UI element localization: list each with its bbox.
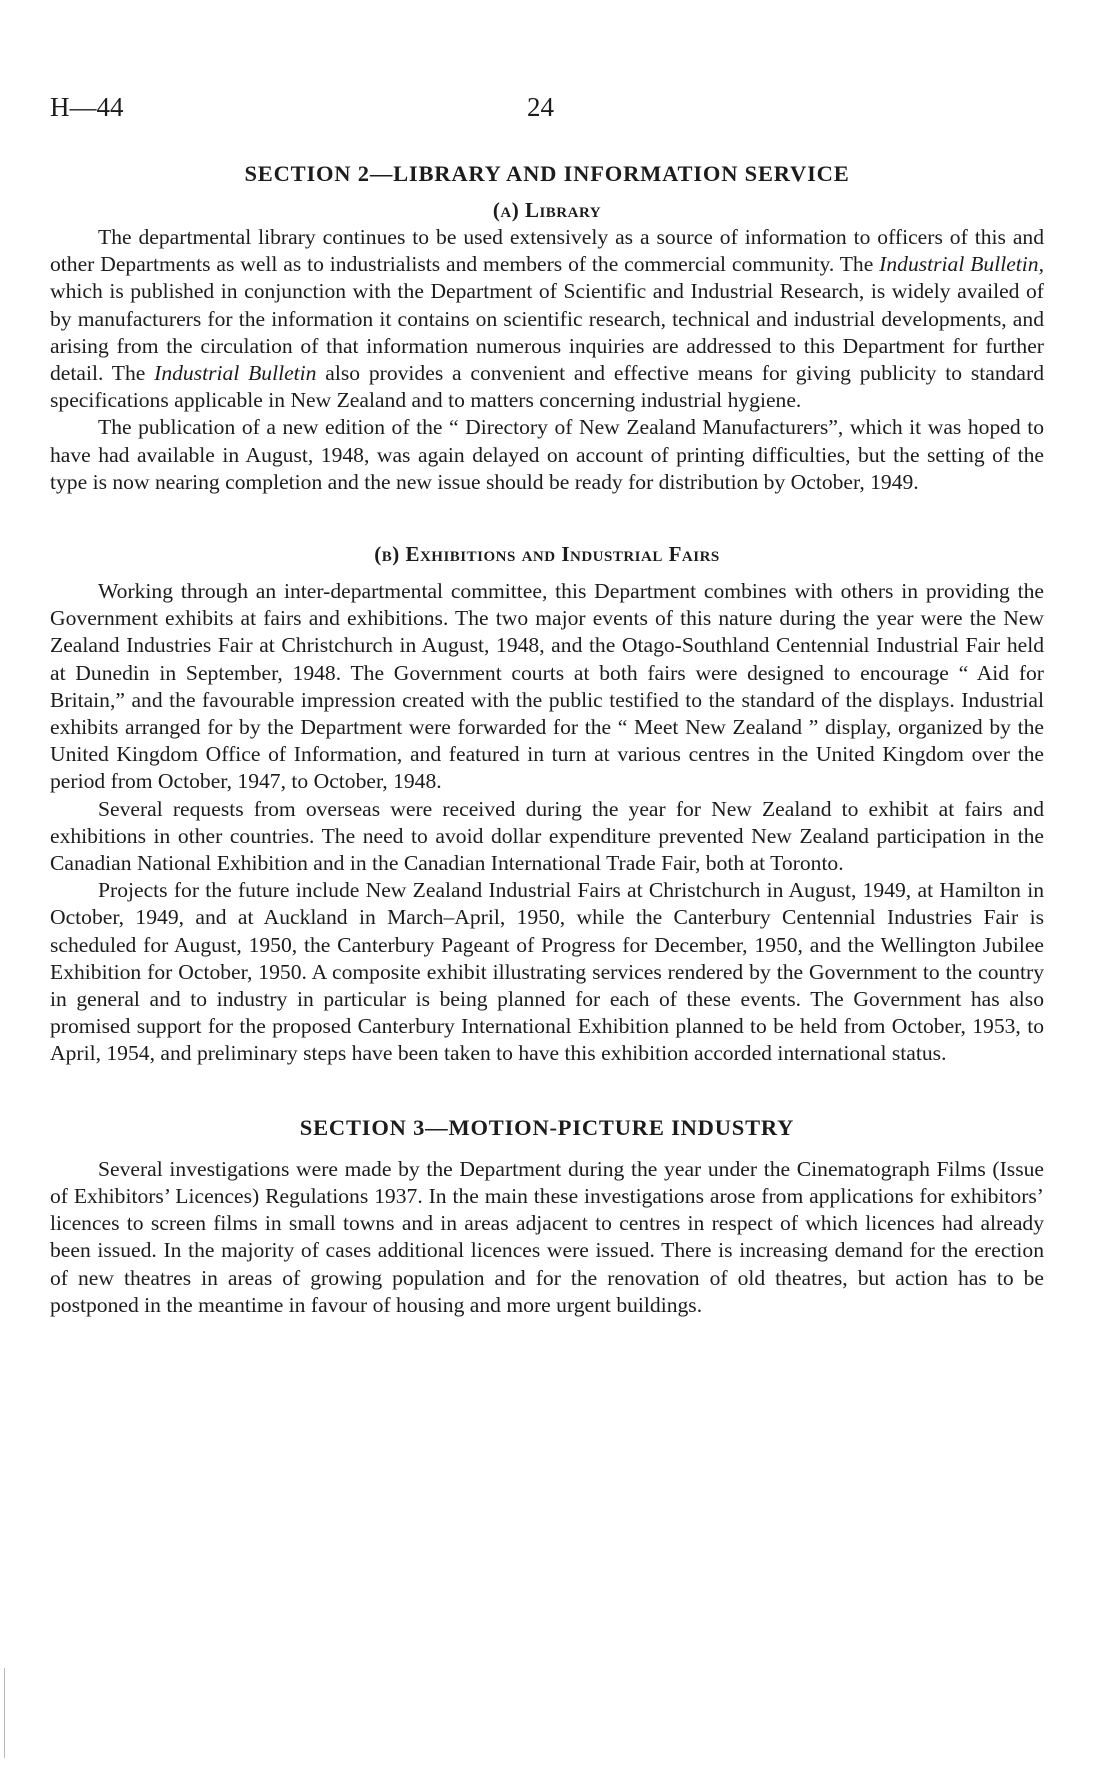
text-run: The publication of a new edition of the “ Directory of New Zealand Manufacturers”, which it was hoped to have had available in August, 1948, was again delayed on account of printing difficulties, but the setting of the type is now nearing completion and the new issue should be ready for distribution by October, 1949. [50,415,1044,494]
exhibitions-body [50,578,1044,1068]
page-content [50,160,1044,1319]
section-3-title: SECTION 3—MOTION-PICTURE INDUSTRY [299,1114,795,1140]
paragraph [50,578,1044,796]
motion-picture-body [50,1156,1044,1319]
margin-rule [4,1668,5,1758]
page-reference: H—44 [50,92,124,122]
paragraph [50,877,1044,1067]
exhibitions-subheading: (b) Exhibitions and Industrial Fairs [374,542,720,567]
text-run: The departmental library continues to be used extensively as a source of information to officers of this and other Departments as well as to industrialists and members of the commercial community. The [50,225,1044,277]
paragraph [50,414,1044,496]
paragraph [50,1156,1044,1319]
page-number: 24 [527,92,554,122]
section-2-title: SECTION 2—LIBRARY AND INFORMATION SERVICE [244,161,850,186]
library-subheading: (a) Library [492,198,602,222]
paragraph [50,796,1044,878]
text-run: also provides a convenient and effective means for giving publicity to standard specifications applicable in New Zealand and to matters concerning industrial hygiene. [50,361,1045,413]
text-run: which is published in conjunction with the Department of Scientific and Industrial Research, is widely availed of by manufacturers for the information it contains on scientific research, technical and industrial developments, and arising from the circulation of that information numerous inquiries are addressed to this Department for further detail. The [50,279,1044,386]
italic-title: Industrial Bulletin, [879,252,1044,277]
italic-title: Industrial Bulletin [154,361,317,386]
text-run: Several requests from overseas were received during the year for New Zealand to exhibit at fairs and exhibitions in other countries. The need to avoid dollar expenditure prevented New Zealand participation in the Canadian National Exhibition and in the Canadian International Trade Fair, both at Toronto. [50,796,1044,876]
text-run: Projects for the future include New Zealand Industrial Fairs at Christchurch in August, 1949, at Hamilton in October, 1949, and at Auckland in March–April, 1950, while the Canterbury Centennial Industries Fair is scheduled for August, 1950, the Canterbury Pageant of Progress for December, 1950, and the Wellington Jubilee Exhibition for October, 1950. A composite exhibit illustrating services rendered by the Government to the country in general and to industry in particular is being planned for each of these events. The Government has also promised support for the proposed Canterbury International Exhibition planned to be held from October, 1953, to April, 1954, and preliminary steps have been taken to have this exhibition accorded international status. [50,878,1044,1066]
text-run: Several investigations were made by the Department during the year under the Cinematograph Films (Issue of Exhibitors’ Licences) Regulations 1937. In the main these investigations arose from applications for exhibitors’ licences to screen films in small towns and in areas adjacent to centres in respect of which licences had already been issued. In the majority of cases additional licences were issued. There is increasing demand for the erection of new theatres in areas of growing population and for the renovation of old theatres, but action has to be postponed in the meantime in favour of housing and more urgent buildings. [50,1156,1044,1317]
text-run: Working through an inter-departmental committee, this Department combines with others in providing the Government exhibits at fairs and exhibitions. The two major events of this nature during the year were the New Zealand Industries Fair at Christchurch in August, 1948, and the Otago-Southland Centennial Industrial Fair held at Dunedin in September, 1948. The Government courts at both fairs were designed to encourage “ Aid for Britain,” and the favourable impression created with the public testified to the standard of the displays. Industrial exhibits arranged for by the Department were forwarded for the “ Meet New Zealand ” display, organized by the United Kingdom Office of Information, and featured in turn at various centres in the United Kingdom over the period from October, 1947, to October, 1948. [50,579,1044,794]
paragraph [50,224,1044,414]
library-body [50,224,1044,496]
